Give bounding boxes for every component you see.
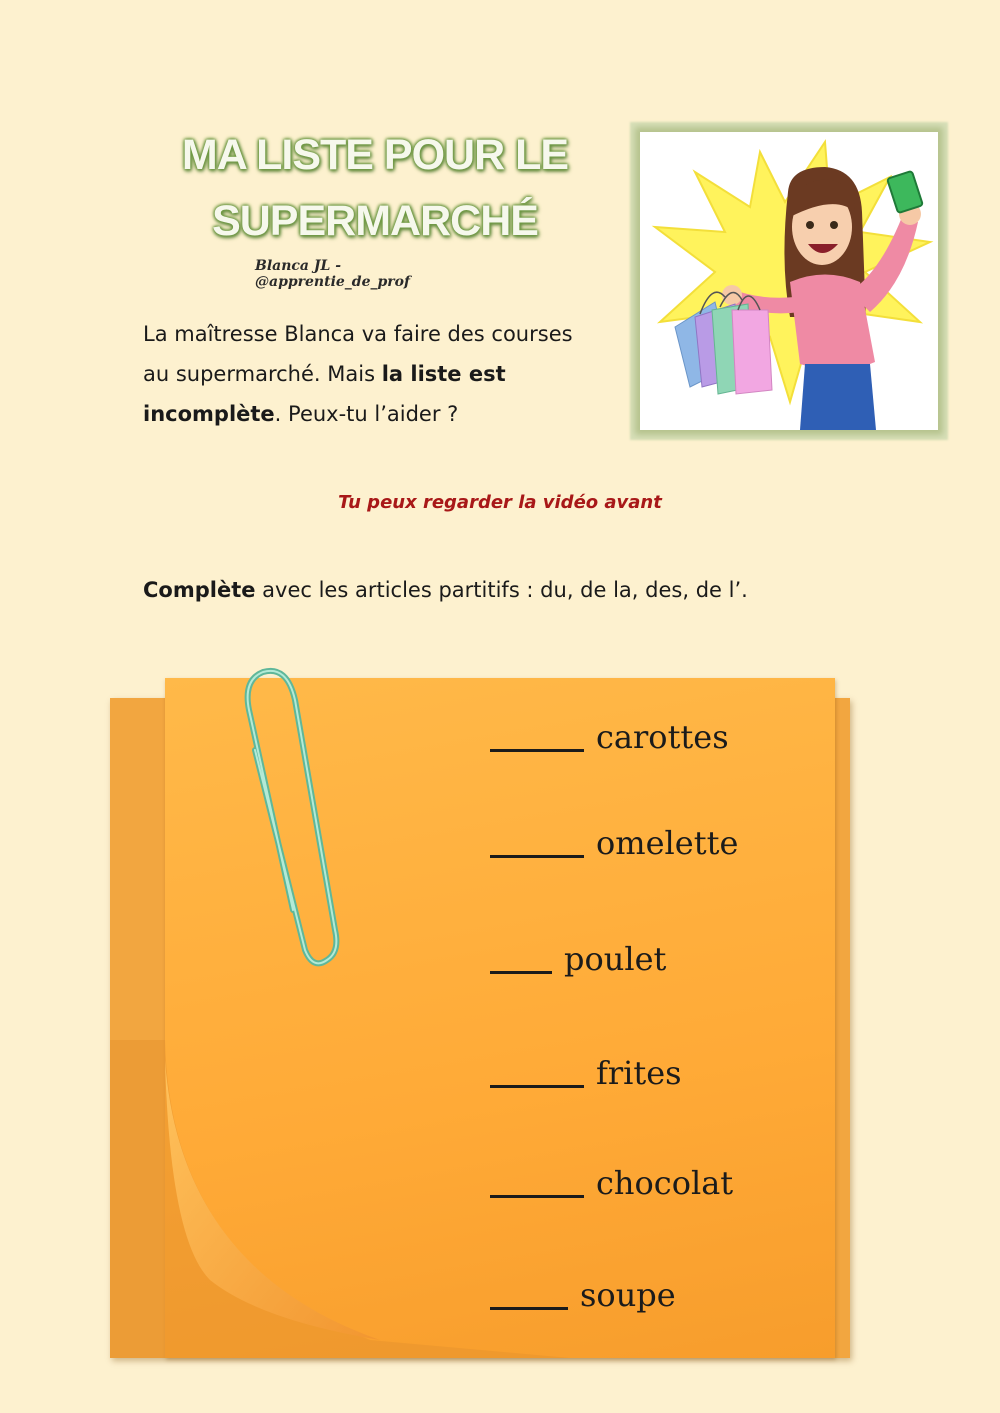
left-eye-shape <box>806 221 814 229</box>
answer-blank[interactable] <box>490 1049 584 1088</box>
video-hint: Tu peux regarder la vidéo avant <box>338 492 662 513</box>
list-item-soupe <box>490 1264 676 1314</box>
list-item-carottes <box>490 706 729 756</box>
title-line-2: SUPERMARCHÉ <box>212 197 538 245</box>
answer-blank[interactable] <box>490 713 584 752</box>
item-word: omelette <box>596 824 739 862</box>
intro-emphasis: la liste est incomplète <box>143 362 506 426</box>
intro-text-2: . Peux-tu l’aider ? <box>274 402 459 426</box>
answer-blank[interactable] <box>490 935 552 974</box>
author-credit: Blanca JL - @apprentie_de_prof <box>255 258 411 290</box>
item-word: soupe <box>580 1276 676 1314</box>
paperclip-shape <box>248 671 337 964</box>
exercise-instruction <box>143 578 943 602</box>
intro-text-1: La maîtresse Blanca va faire des courses au supermarché. Mais <box>143 322 573 386</box>
list-item-omelette <box>490 812 738 862</box>
answer-blank[interactable] <box>490 1159 584 1198</box>
page-title <box>150 122 600 254</box>
list-item-frites <box>490 1042 682 1092</box>
item-word: carottes <box>596 718 729 756</box>
bitmoji-shopper-image <box>640 132 938 430</box>
right-eye-shape <box>830 221 838 229</box>
list-item-chocolat <box>490 1152 733 1202</box>
item-word: frites <box>596 1054 682 1092</box>
answer-blank[interactable] <box>490 819 584 858</box>
item-word: poulet <box>564 940 667 978</box>
shopping-illustration <box>640 132 938 430</box>
bag-pink-shape <box>732 310 772 394</box>
list-item-poulet <box>490 928 666 978</box>
answer-blank[interactable] <box>490 1271 568 1310</box>
instruction-text: avec les articles partitifs : du, de la, des, de l’. <box>255 578 748 602</box>
intro-paragraph <box>143 314 573 434</box>
credit-card-shape <box>887 171 923 213</box>
paperclip-highlight <box>248 671 337 964</box>
pants-shape <box>800 364 876 430</box>
title-line-1: MA LISTE POUR LE <box>181 131 569 179</box>
instruction-verb: Complète <box>143 578 256 602</box>
item-word: chocolat <box>596 1164 734 1202</box>
paperclip-icon <box>235 660 355 980</box>
